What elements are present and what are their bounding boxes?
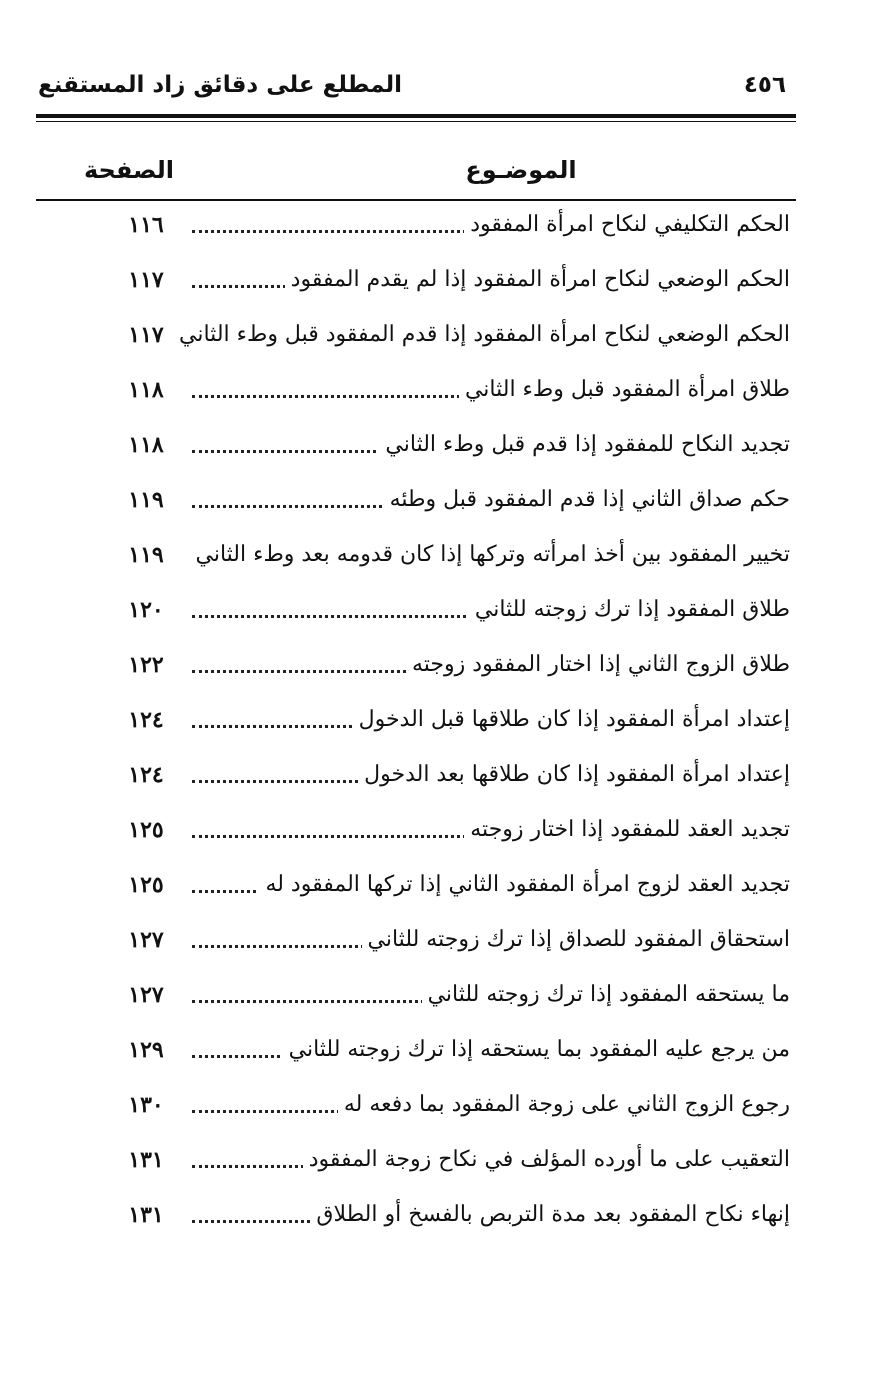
toc-entry-page: ١٢٤	[128, 707, 164, 733]
toc-entry-title: إنهاء نكاح المفقود بعد مدة التربص بالفسخ أو الطلاق	[310, 1202, 790, 1227]
toc-list	[36, 204, 796, 1249]
toc-entry-page: ١٣١	[128, 1202, 164, 1228]
toc-entry-title: رجوع الزوج الثاني على زوجة المفقود بما دفعه له	[338, 1092, 790, 1117]
toc-entry-page: ١١٩	[128, 542, 164, 568]
toc-entry	[36, 589, 796, 644]
toc-entry	[36, 699, 796, 754]
toc-entry	[36, 974, 796, 1029]
running-header	[38, 72, 794, 112]
toc-entry-title: التعقيب على ما أورده المؤلف في نكاح زوجة المفقود	[303, 1147, 790, 1172]
toc-entry	[36, 204, 796, 259]
table-header	[36, 156, 796, 196]
toc-entry	[36, 479, 796, 534]
toc-entry-page: ١٢٠	[128, 597, 164, 623]
toc-entry-title: الحكم الوضعي لنكاح امرأة المفقود إذا لم يقدم المفقود	[285, 267, 790, 292]
toc-entry	[36, 919, 796, 974]
toc-entry-page: ١٢٩	[128, 1037, 164, 1063]
toc-entry	[36, 1194, 796, 1249]
toc-entry-title: تجديد العقد لزوج امرأة المفقود الثاني إذا تركها المفقود له	[259, 872, 790, 897]
toc-entry-page: ١٢٧	[128, 927, 164, 953]
toc-entry-page: ١١٧	[128, 267, 164, 293]
page-number: ٤٥٦	[743, 72, 786, 98]
toc-entry-title: تخيير المفقود بين أخذ امرأته وتركها إذا كان قدومه بعد وطء الثاني	[190, 542, 791, 567]
toc-entry-title: تجديد النكاح للمفقود إذا قدم قبل وطء الثاني	[379, 432, 790, 457]
toc-entry-page: ١٣٠	[128, 1092, 164, 1118]
toc-entry-page: ١٢٢	[128, 652, 164, 678]
toc-entry	[36, 809, 796, 864]
toc-entry	[36, 1084, 796, 1139]
toc-entry	[36, 534, 796, 589]
toc-entry	[36, 424, 796, 479]
toc-entry	[36, 1139, 796, 1194]
toc-entry	[36, 259, 796, 314]
header-rule-thin	[36, 121, 796, 122]
toc-entry-title: إعتداد امرأة المفقود إذا كان طلاقها قبل الدخول	[353, 707, 790, 732]
toc-entry-page: ١١٧	[128, 322, 164, 348]
toc-entry-page: ١١٨	[128, 432, 164, 458]
toc-entry-title: ما يستحقه المفقود إذا ترك زوجته للثاني	[422, 982, 790, 1007]
book-title: المطلع على دقائق زاد المستقنع	[38, 72, 403, 98]
toc-entry-page: ١٢٧	[128, 982, 164, 1008]
column-header-page: الصفحة	[84, 156, 175, 184]
toc-entry-title: حكم صداق الثاني إذا قدم المفقود قبل وطئه	[384, 487, 790, 512]
toc-entry-title: طلاق المفقود إذا ترك زوجته للثاني	[469, 597, 790, 622]
toc-entry-title: طلاق الزوج الثاني إذا اختار المفقود زوجته	[406, 652, 790, 677]
toc-entry	[36, 864, 796, 919]
toc-entry-page: ١٣١	[128, 1147, 164, 1173]
toc-entry	[36, 644, 796, 699]
table-header-rule	[36, 199, 796, 201]
column-header-topic: الموضـوع	[465, 156, 577, 184]
toc-entry-page: ١٢٤	[128, 762, 164, 788]
toc-entry-title: تجديد العقد للمفقود إذا اختار زوجته	[464, 817, 790, 842]
toc-entry	[36, 754, 796, 809]
toc-entry-page: ١٢٥	[128, 817, 164, 843]
toc-entry-page: ١١٩	[128, 487, 164, 513]
toc-entry-title: من يرجع عليه المفقود بما يستحقه إذا ترك زوجته للثاني	[283, 1037, 790, 1062]
header-rule-thick	[36, 114, 796, 118]
toc-entry-page: ١١٦	[128, 212, 164, 238]
toc-entry-title: إعتداد امرأة المفقود إذا كان طلاقها بعد الدخول	[358, 762, 790, 787]
toc-entry-page: ١١٨	[128, 377, 164, 403]
toc-entry-title: طلاق امرأة المفقود قبل وطء الثاني	[459, 377, 790, 402]
toc-entry-title: الحكم الوضعي لنكاح امرأة المفقود إذا قدم المفقود قبل وطء الثاني	[173, 322, 790, 347]
toc-entry-page: ١٢٥	[128, 872, 164, 898]
toc-entry-title: استحقاق المفقود للصداق إذا ترك زوجته للثاني	[362, 927, 790, 952]
toc-entry	[36, 1029, 796, 1084]
toc-entry-title: الحكم التكليفي لنكاح امرأة المفقود	[464, 212, 790, 237]
toc-entry	[36, 314, 796, 369]
toc-entry	[36, 369, 796, 424]
